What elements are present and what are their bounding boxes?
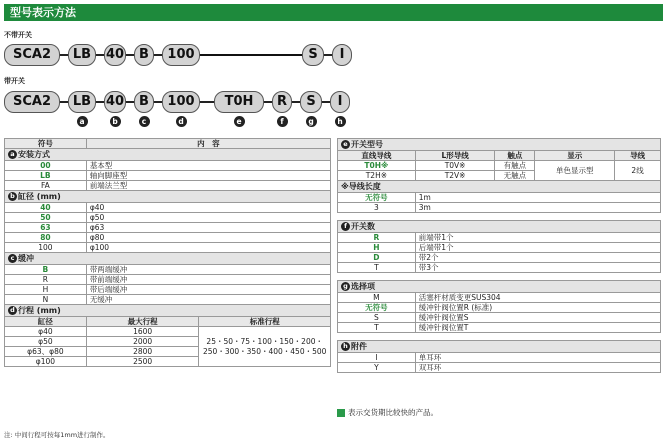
bore-row (5, 213, 331, 223)
mount-text: 基本型 (86, 161, 330, 171)
option-text: 缓冲针阀位置T (415, 323, 660, 333)
separator-dash (126, 54, 134, 56)
switch-count-row (338, 243, 661, 253)
bore-row (5, 223, 331, 233)
cushion-code: N (5, 295, 87, 305)
switch-count-text: 前端带1个 (415, 233, 660, 243)
stroke-col-max: 最大行程 (86, 317, 199, 327)
separator-dash (154, 54, 162, 56)
model-code-part: I (332, 44, 352, 66)
lead-code-1: 3 (338, 203, 416, 213)
model-code-part: 40 (104, 44, 126, 66)
option-text: 缓冲针阀位置S (415, 313, 660, 323)
option-text: 缓冲针阀位置R (标准) (415, 303, 660, 313)
bore-code: 80 (5, 233, 87, 243)
right-spec-table (337, 138, 661, 373)
col-symbol: 符号 (5, 139, 87, 149)
stroke-row (5, 327, 331, 337)
switch-count-code: R (338, 233, 416, 243)
option-text: 活塞杆材质变更SUS304 (415, 293, 660, 303)
accessory-code: I (338, 353, 416, 363)
switch-count-text: 带2个 (415, 253, 660, 263)
separator-dash (96, 54, 104, 56)
no-switch-label: 不带开关 (4, 31, 32, 39)
col-content: 内 容 (86, 139, 330, 149)
cushion-text: 带两端缓冲 (86, 265, 330, 275)
bore-text: φ50 (86, 213, 330, 223)
mount-row (5, 181, 331, 191)
option-row (338, 323, 661, 333)
switch-straight-0: T0H※ (338, 161, 416, 171)
cushion-row (5, 265, 331, 275)
switch-col-straight: 直线导线 (338, 151, 416, 161)
section-stroke: d 行程 (mm) (5, 305, 331, 317)
option-code: 无符号 (338, 303, 416, 313)
bore-text: φ100 (86, 243, 330, 253)
option-code: T (338, 323, 416, 333)
switch-col-wire: 导线 (615, 151, 661, 161)
bore-code: 40 (5, 203, 87, 213)
model-code-part: 100 (162, 91, 200, 113)
switch-count-row (338, 263, 661, 273)
accessory-code: Y (338, 363, 416, 373)
separator-dash (322, 101, 330, 103)
bore-row (5, 203, 331, 213)
lead-code-0: 无符号 (338, 193, 416, 203)
separator-dash (324, 54, 332, 56)
stroke-bore: φ50 (5, 337, 87, 347)
switch-col-lshape: L形导线 (415, 151, 495, 161)
section-options: g 选择项 (338, 281, 661, 293)
model-code-part: S (302, 44, 324, 66)
option-row (338, 293, 661, 303)
segment-marker: h (335, 116, 346, 127)
segment-marker: a (77, 116, 88, 127)
cushion-row (5, 275, 331, 285)
mount-code: 00 (5, 161, 87, 171)
left-spec-table (4, 138, 331, 367)
model-code-part: T0H (214, 91, 264, 113)
accessory-text: 双耳环 (415, 363, 660, 373)
option-code: S (338, 313, 416, 323)
separator-dash (60, 54, 68, 56)
section-switch-count: f 开关数 (338, 221, 661, 233)
bore-code: 100 (5, 243, 87, 253)
stroke-col-bore: 缸径 (5, 317, 87, 327)
switch-lshape-0: T0V※ (415, 161, 495, 171)
segment-marker: b (110, 116, 121, 127)
separator-dash (200, 54, 302, 56)
switch-straight-1: T2H※ (338, 171, 416, 181)
segment-marker: c (139, 116, 150, 127)
switch-count-text: 带3个 (415, 263, 660, 273)
option-row (338, 313, 661, 323)
lead-text-0: 1m (415, 193, 660, 203)
switch-display: 单色显示型 (535, 161, 615, 181)
stroke-bore: φ40 (5, 327, 87, 337)
legend: 表示交货期比较快的产品。 (337, 407, 438, 418)
bore-text: φ40 (86, 203, 330, 213)
separator-dash (126, 101, 134, 103)
model-code-part: LB (68, 44, 96, 66)
switch-count-code: T (338, 263, 416, 273)
bore-code: 63 (5, 223, 87, 233)
switch-wire: 2线 (615, 161, 661, 181)
stroke-standard: 25・50・75・100・150・200・250・300・350・400・450・500 (199, 327, 331, 367)
switch-contact-0: 有触点 (495, 161, 535, 171)
segment-marker: f (277, 116, 288, 127)
accessory-text: 单耳环 (415, 353, 660, 363)
separator-dash (200, 101, 214, 103)
switch-count-text: 后端带1个 (415, 243, 660, 253)
model-code-part: B (134, 44, 154, 66)
mount-code: LB (5, 171, 87, 181)
stroke-max: 1600 (86, 327, 199, 337)
green-square-icon (337, 409, 345, 417)
stroke-max: 2000 (86, 337, 199, 347)
model-code-part: I (330, 91, 350, 113)
switch-lshape-1: T2V※ (415, 171, 495, 181)
separator-dash (154, 101, 162, 103)
bore-row (5, 243, 331, 253)
model-code-part: SCA2 (4, 91, 60, 113)
mount-text: 轴向脚座型 (86, 171, 330, 181)
model-code-part: S (300, 91, 322, 113)
model-code-part: SCA2 (4, 44, 60, 66)
bore-text: φ80 (86, 233, 330, 243)
stroke-max: 2800 (86, 347, 199, 357)
segment-marker: e (234, 116, 245, 127)
switch-col-contact: 触点 (495, 151, 535, 161)
cushion-code: R (5, 275, 87, 285)
separator-dash (264, 101, 272, 103)
model-code-part: B (134, 91, 154, 113)
separator-dash (292, 101, 300, 103)
cushion-text: 带前端缓冲 (86, 275, 330, 285)
switch-contact-1: 无触点 (495, 171, 535, 181)
segment-marker: d (176, 116, 187, 127)
switch-count-code: H (338, 243, 416, 253)
switch-count-code: D (338, 253, 416, 263)
cushion-text: 无缓冲 (86, 295, 330, 305)
cushion-text: 带后端缓冲 (86, 285, 330, 295)
bore-row (5, 233, 331, 243)
footnote: 注: 中间行程可按每1mm进行制作。 (4, 431, 110, 439)
cushion-row (5, 295, 331, 305)
section-lead-length: ※导线长度 (338, 181, 661, 193)
separator-dash (96, 101, 104, 103)
option-row (338, 303, 661, 313)
option-code: M (338, 293, 416, 303)
section-cushion: c 缓冲 (5, 253, 331, 265)
mount-code: FA (5, 181, 87, 191)
switch-count-row (338, 233, 661, 243)
accessory-row (338, 363, 661, 373)
switch-count-row (338, 253, 661, 263)
segment-marker: g (306, 116, 317, 127)
section-accessory: h 附件 (338, 341, 661, 353)
stroke-bore: φ100 (5, 357, 87, 367)
bore-text: φ63 (86, 223, 330, 233)
page-title: 型号表示方法 (4, 4, 663, 21)
section-bore: b 缸径 (mm) (5, 191, 331, 203)
accessory-row (338, 353, 661, 363)
cushion-code: B (5, 265, 87, 275)
model-code-part: LB (68, 91, 96, 113)
model-code-part: 100 (162, 44, 200, 66)
stroke-col-standard: 标准行程 (199, 317, 331, 327)
section-switch: e 开关型号 (338, 139, 661, 151)
section-mount: a 安装方式 (5, 149, 331, 161)
with-switch-label: 带开关 (4, 77, 25, 85)
cushion-code: H (5, 285, 87, 295)
model-code-part: 40 (104, 91, 126, 113)
lead-text-1: 3m (415, 203, 660, 213)
separator-dash (60, 101, 68, 103)
cushion-row (5, 285, 331, 295)
mount-row (5, 161, 331, 171)
model-code-part: R (272, 91, 292, 113)
stroke-max: 2500 (86, 357, 199, 367)
mount-text: 前端法兰型 (86, 181, 330, 191)
bore-code: 50 (5, 213, 87, 223)
mount-row (5, 171, 331, 181)
switch-col-display: 显示 (535, 151, 615, 161)
stroke-bore: φ63、φ80 (5, 347, 87, 357)
